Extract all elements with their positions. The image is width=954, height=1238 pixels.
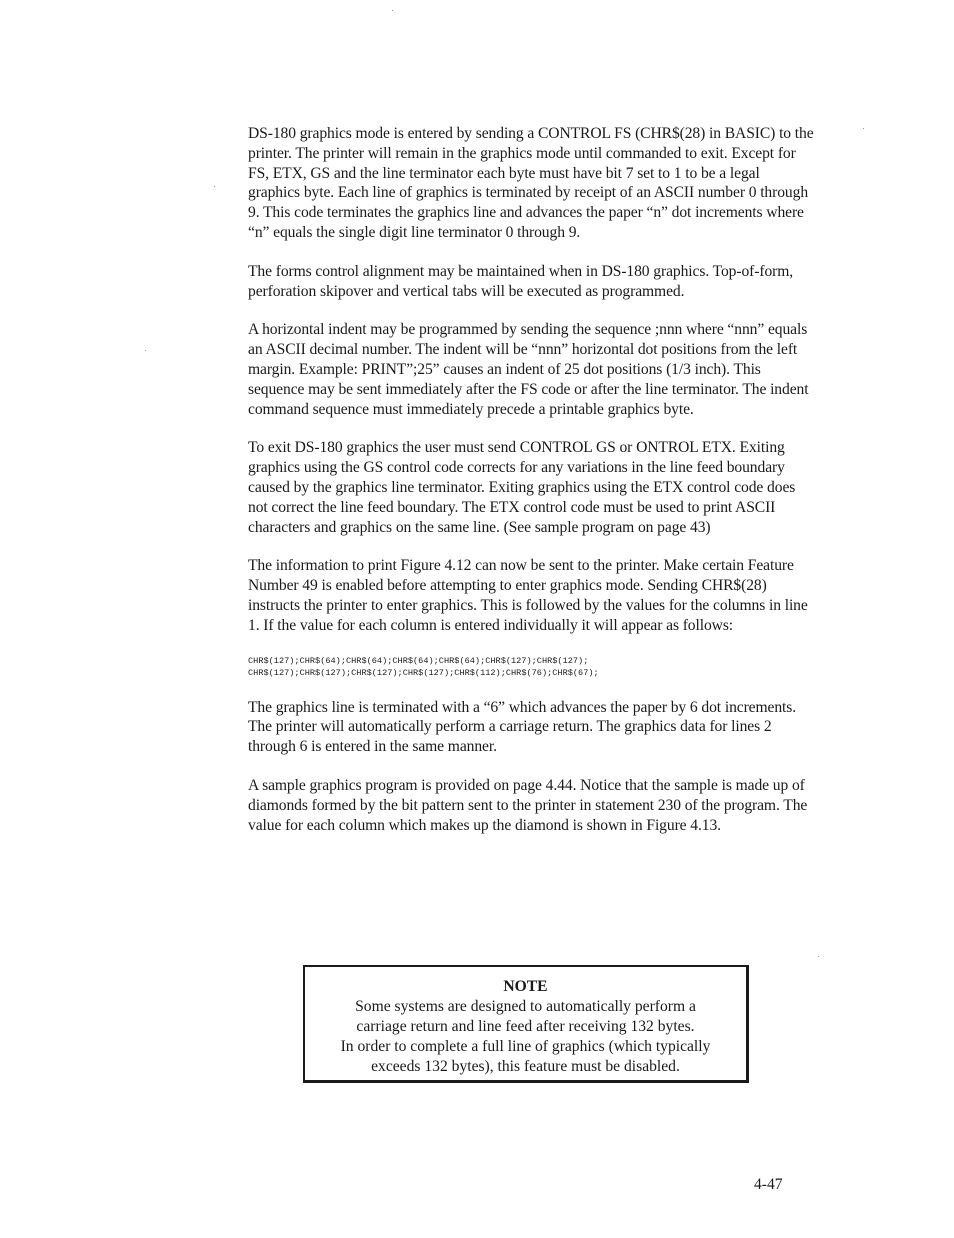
note-line: exceeds 132 bytes), this feature must be disabled. <box>371 1058 680 1075</box>
scan-speck <box>818 956 819 957</box>
page-number: 4-47 <box>754 1176 783 1193</box>
code-sample <box>248 655 814 679</box>
scan-speck <box>145 350 146 351</box>
code-line: CHR$(127);CHR$(127);CHR$(127);CHR$(127);CHR$(112);CHR$(76);CHR$(67); <box>248 667 599 678</box>
note-line: In order to complete a full line of graphics (which typically <box>340 1038 711 1055</box>
paragraph-graphics-mode-entry: DS-180 graphics mode is entered by sending a CONTROL FS (CHR$(28) in BASIC) to the printer. The printer will remain in the graphics mode until commanded to exit. Except for FS, ETX, GS and the line terminator each byte must have bit 7 set to 1 to be a legal graphics byte. Each line of graphics is terminated by receipt of an ASCII number 0 through 9. This code terminates the graphics line and advances the paper “n” dot increments where “n” equals the single digit line terminator 0 through 9. <box>248 125 814 241</box>
body-text <box>248 124 814 854</box>
scan-speck <box>392 10 393 11</box>
scan-speck <box>863 128 864 129</box>
paragraph-sample-program: A sample graphics program is provided on page 4.44. Notice that the sample is made up of diamonds formed by the bit pattern sent to the printer in statement 230 of the program. The value for each column which makes up the diamond is shown in Figure 4.13. <box>248 776 808 834</box>
code-line: CHR$(127);CHR$(64);CHR$(64);CHR$(64);CHR$(64);CHR$(127);CHR$(127); <box>248 655 589 666</box>
paragraph-line-termination: The graphics line is terminated with a “6” which advances the paper by 6 dot increments. The printer will automatically perform a carriage return. The graphics data for lines 2 through 6 is entered in the same manner. <box>248 698 797 756</box>
paragraph-print-figure: The information to print Figure 4.12 can now be sent to the printer. Make certain Feature Number 49 is enabled before attempting to enter graphics mode. Sending CHR$(28) instructs the printer to enter graphics. This is followed by the values for the columns in line 1. If the value for each column is entered individually it will appear as follows: <box>248 557 808 634</box>
note-title: NOTE <box>503 978 548 995</box>
note-box <box>303 965 749 1083</box>
paragraph-horizontal-indent: A horizontal indent may be programmed by sending the sequence ;nnn where “nnn” equals an ASCII decimal number. The indent will be “nnn” horizontal dot positions from the left margin. Example: PRINT”;25” causes an indent of 25 dot positions (1/3 inch). This sequence may be sent immediately after the FS code or after the line terminator. The indent command sequence must immediately precede a printable graphics byte. <box>248 321 809 418</box>
paragraph-forms-control: The forms control alignment may be maintained when in DS-180 graphics. Top-of-form, perforation skipover and vertical tabs will be executed as programmed. <box>248 262 794 300</box>
scan-speck <box>214 186 215 187</box>
paragraph-exit-graphics: To exit DS-180 graphics the user must send CONTROL GS or ONTROL ETX. Exiting graphics using the GS control code corrects for any variations in the line feed boundary caused by the graphics line terminator. Exiting graphics using the ETX control code does not correct the line feed boundary. The ETX control code must be used to print ASCII characters and graphics on the same line. (See sample program on page 43) <box>248 439 796 536</box>
note-line: Some systems are designed to automatically perform a <box>355 998 696 1015</box>
note-line: carriage return and line feed after receiving 132 bytes. <box>356 1018 695 1035</box>
